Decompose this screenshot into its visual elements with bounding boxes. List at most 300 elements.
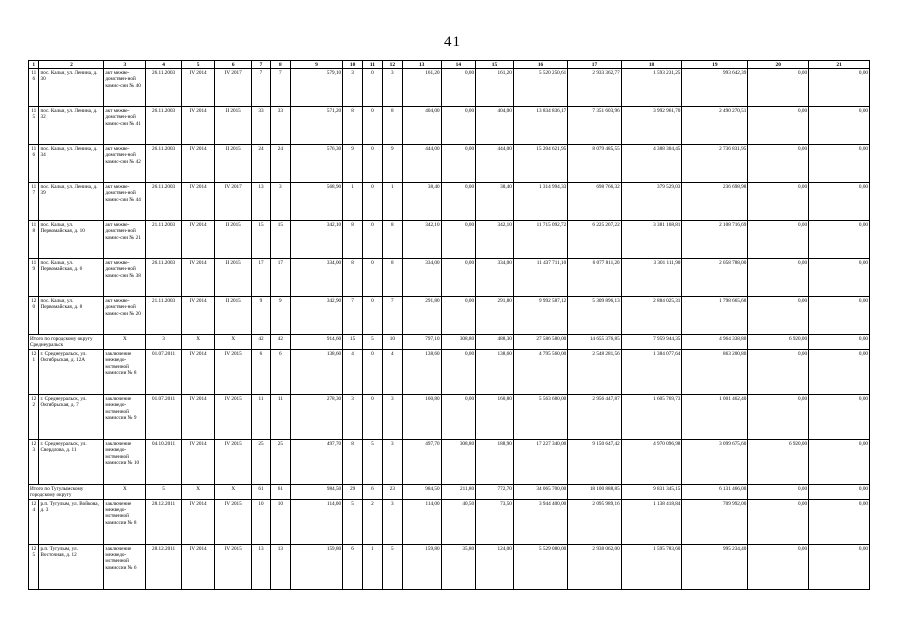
column-header: 1 [29, 61, 39, 69]
table-cell: заключение межведо-мственной комиссии № 8 [104, 350, 146, 395]
table-cell: 1 605 769,73 [621, 395, 682, 440]
table-cell: 4 964 338,80 [682, 335, 748, 350]
table-row [29, 259, 870, 297]
table-cell: 2 108 716,69 [682, 221, 748, 259]
table-cell: 488,30 [476, 335, 514, 350]
table-cell: 3 381 168,81 [621, 221, 682, 259]
table-cell: 1 384 077,64 [621, 350, 682, 395]
table-cell: 0,00 [809, 395, 870, 440]
table-cell: 698 766,32 [568, 183, 621, 221]
table-cell: 0,00 [441, 145, 476, 183]
table-cell: 0,00 [748, 545, 809, 590]
table-cell: 579,10 [290, 69, 342, 107]
table-cell: 114,00 [402, 500, 441, 545]
table-cell: 0,00 [809, 69, 870, 107]
table-cell: 125 [29, 545, 39, 590]
table-cell: 0 [363, 259, 383, 297]
table-row [29, 183, 870, 221]
table-cell: IV 2014 [181, 259, 215, 297]
table-cell: 995 234,40 [682, 545, 748, 590]
table-row [29, 440, 870, 485]
table-cell: 13 [252, 183, 271, 221]
table-cell: 0,00 [441, 221, 476, 259]
table-cell: 42 [252, 335, 271, 350]
table-row [29, 107, 870, 145]
table-cell: 9 831 345,15 [621, 485, 682, 500]
table-cell: 0,00 [809, 145, 870, 183]
table-cell: 236 698,98 [682, 183, 748, 221]
table-cell: 2 [363, 500, 383, 545]
table-cell: 138,60 [476, 350, 514, 395]
table-cell: 13 [270, 545, 290, 590]
column-header: 18 [621, 61, 682, 69]
table-cell: 13 834 836,17 [513, 107, 567, 145]
table-cell: 115 [29, 107, 39, 145]
table-cell: 0,00 [809, 335, 870, 350]
table-cell: 119 [29, 259, 39, 297]
table-cell: 0,00 [748, 350, 809, 395]
table-cell: 914,60 [290, 335, 342, 350]
table-cell: 11 [270, 395, 290, 440]
table-cell: 3 301 111,90 [621, 259, 682, 297]
table-cell: 116 [29, 145, 39, 183]
table-cell: 18 100 888,85 [568, 485, 621, 500]
summary-row [29, 485, 870, 500]
table-cell: II 2015 [215, 297, 252, 335]
table-cell: 342,10 [290, 221, 342, 259]
table-cell: 1 314 994,33 [513, 183, 567, 221]
table-cell: 33 [270, 107, 290, 145]
table-cell: 2 938 062,00 [568, 545, 621, 590]
column-header: 11 [363, 61, 383, 69]
table-cell: 3 [270, 183, 290, 221]
table-cell: IV 2017 [215, 69, 252, 107]
table-cell: 35,80 [441, 545, 476, 590]
table-cell: 4 388 304,45 [621, 145, 682, 183]
table-cell: 17 227 340,00 [513, 440, 567, 485]
table-cell: 3 [382, 69, 402, 107]
table-cell: IV 2014 [181, 350, 215, 395]
table-cell: 0 [363, 107, 383, 145]
table-cell: 0 [363, 221, 383, 259]
table-cell: 01.07.2011 [146, 350, 182, 395]
table-cell: 4 [343, 350, 363, 395]
table-cell: 342,90 [290, 297, 342, 335]
table-cell: 0,00 [748, 297, 809, 335]
column-header: 20 [748, 61, 809, 69]
table-cell: IV 2014 [181, 395, 215, 440]
table-cell: 28.12.2011 [146, 500, 182, 545]
table-cell: 8 079 485,55 [568, 145, 621, 183]
table-cell: IV 2015 [215, 350, 252, 395]
table-cell: акт межве-домствен-ной комис-сии № 44 [104, 183, 146, 221]
column-header: 7 [252, 61, 271, 69]
table-cell: 114,00 [290, 500, 342, 545]
table-cell: 0 [363, 350, 383, 395]
table-cell: 404,00 [476, 107, 514, 145]
table-cell: 2 933 362,77 [568, 69, 621, 107]
table-cell: 11 437 711,10 [513, 259, 567, 297]
table-cell: 8 [343, 107, 363, 145]
table-cell: 3 [343, 69, 363, 107]
table-cell: 0,00 [748, 107, 809, 145]
table-cell: 123 [29, 440, 39, 485]
table-cell: X [104, 485, 146, 500]
table-cell: 42 [270, 335, 290, 350]
table-cell: 984,50 [290, 485, 342, 500]
table-cell: 571,20 [290, 107, 342, 145]
table-row [29, 350, 870, 395]
table-cell: 444,00 [402, 145, 441, 183]
table-cell: IV 2015 [215, 395, 252, 440]
table-cell: 2 095 989,16 [568, 500, 621, 545]
table-cell: 278,30 [290, 395, 342, 440]
table-cell: 161,20 [476, 69, 514, 107]
table-cell: 8 [382, 221, 402, 259]
table-cell: 26.11.2003 [146, 183, 182, 221]
table-cell: 984,50 [402, 485, 441, 500]
table-cell: 14 655 376,85 [568, 335, 621, 350]
table-cell: 33 [252, 107, 271, 145]
table-cell: IV 2014 [181, 221, 215, 259]
table-row [29, 221, 870, 259]
table-cell: X [104, 335, 146, 350]
table-cell: 291,80 [476, 297, 514, 335]
column-header: 12 [382, 61, 402, 69]
table-cell: г. Среднеуральск, ул. Свердлова, д. 11 [39, 440, 104, 485]
table-cell: 5 563 680,00 [513, 395, 567, 440]
table-cell: 7 [343, 297, 363, 335]
table-cell: 3 992 961,70 [621, 107, 682, 145]
table-cell: 0 [363, 183, 383, 221]
table-cell: 0,00 [809, 350, 870, 395]
table-cell: пос. Кальи, ул. Первомайская, д. 8 [39, 297, 104, 335]
table-cell: 1 595 783,60 [621, 545, 682, 590]
table-cell: 25 [252, 440, 271, 485]
table-cell: 15 [270, 221, 290, 259]
table-cell: 38,40 [476, 183, 514, 221]
table-cell: IV 2015 [215, 440, 252, 485]
table-cell: г. Среднеуральск, ул. Октябрьская, д. 12А [39, 350, 104, 395]
table-cell: 26.11.2003 [146, 145, 182, 183]
table-cell: 11 [252, 395, 271, 440]
table-cell: 61 [252, 485, 271, 500]
table-cell: 334,00 [290, 259, 342, 297]
table-cell: 2 884 025,31 [621, 297, 682, 335]
table-cell: 4 970 096,98 [621, 440, 682, 485]
table-cell: 0,00 [748, 69, 809, 107]
column-header: 13 [402, 61, 441, 69]
table-cell: 6 920,00 [748, 335, 809, 350]
table-cell: IV 2014 [181, 183, 215, 221]
column-header: 8 [270, 61, 290, 69]
table-cell: 6 [270, 350, 290, 395]
table-cell: акт межве-домствен-ной комис-сии № 41 [104, 107, 146, 145]
table-cell: пос. Кальи, ул. Ленина, д. 39 [39, 183, 104, 221]
table-cell: 26.11.2003 [146, 259, 182, 297]
table-cell: 29 [343, 485, 363, 500]
table-cell: 6 [252, 350, 271, 395]
table-cell: 9 992 587,12 [513, 297, 567, 335]
table-cell: 9 [382, 145, 402, 183]
table-cell: 5 529 080,00 [513, 545, 567, 590]
table-cell: 7 [382, 297, 402, 335]
table-cell: 3 [343, 395, 363, 440]
table-cell: 342,10 [402, 221, 441, 259]
housing-table [28, 60, 870, 590]
table-cell: 0,00 [809, 440, 870, 485]
table-cell: акт межве-домствен-ной комис-сии № 38 [104, 259, 146, 297]
table-cell: 308,80 [441, 335, 476, 350]
table-body [29, 69, 870, 590]
table-cell: IV 2014 [181, 297, 215, 335]
table-cell: 0,00 [809, 545, 870, 590]
column-header: 10 [343, 61, 363, 69]
table-cell: 8 [343, 221, 363, 259]
table-cell: 40,50 [441, 500, 476, 545]
table-cell: 122 [29, 395, 39, 440]
table-cell: 38,40 [402, 183, 441, 221]
table-cell: 6 [363, 485, 383, 500]
table-cell: Итого по Тугулымскому городскому округу [29, 485, 104, 500]
table-cell: 5 [146, 485, 182, 500]
table-cell: 0,00 [441, 69, 476, 107]
table-cell: 26.11.2003 [146, 107, 182, 145]
table-cell: 2 956 447,87 [568, 395, 621, 440]
table-cell: X [215, 335, 252, 350]
table-cell: 9 [270, 297, 290, 335]
table-cell: 1 138 418,84 [621, 500, 682, 545]
table-cell: 0,00 [748, 259, 809, 297]
table-cell: 0,00 [748, 221, 809, 259]
table-cell: 10 [270, 500, 290, 545]
table-cell: 0,00 [748, 485, 809, 500]
table-row [29, 500, 870, 545]
table-cell: 0,00 [809, 221, 870, 259]
table-cell: 0,00 [809, 500, 870, 545]
table-cell: 138,60 [290, 350, 342, 395]
table-cell: 576,30 [290, 145, 342, 183]
table-row [29, 545, 870, 590]
table-cell: IV 2015 [215, 500, 252, 545]
table-cell: 17 [252, 259, 271, 297]
table-cell: 334,00 [402, 259, 441, 297]
table-cell: 1 001 462,40 [682, 395, 748, 440]
table-cell: IV 2014 [181, 107, 215, 145]
table-cell: 3 [146, 335, 182, 350]
column-header: 14 [441, 61, 476, 69]
table-cell: 7 [252, 69, 271, 107]
table-cell: заключение межведо-мственной комиссии № 6 [104, 545, 146, 590]
table-cell: 0,00 [809, 297, 870, 335]
table-cell: 0,00 [809, 183, 870, 221]
table-cell: акт межве-домствен-ной комис-сии № 20 [104, 297, 146, 335]
table-cell: 0,00 [748, 183, 809, 221]
table-cell: 4 795 560,00 [513, 350, 567, 395]
column-header: 9 [290, 61, 342, 69]
table-cell: 0,00 [809, 107, 870, 145]
table-cell: 0,00 [441, 395, 476, 440]
table-cell: 161,20 [402, 69, 441, 107]
table-cell: 5 [363, 335, 383, 350]
table-cell: II 2015 [215, 259, 252, 297]
table-cell: Итого по городскому округу Среднеуральск [29, 335, 104, 350]
table-cell: 1 798 665,68 [682, 297, 748, 335]
table-cell: 1 [343, 183, 363, 221]
table-cell: 8 [343, 440, 363, 485]
table-cell: акт межве-домствен-ной комис-сии № 40 [104, 69, 146, 107]
table-cell: 28.12.2011 [146, 545, 182, 590]
table-cell: 404,00 [402, 107, 441, 145]
table-cell: 7 [270, 69, 290, 107]
table-cell: 0,00 [809, 259, 870, 297]
table-cell: 1 593 231,25 [621, 69, 682, 107]
table-cell: 0,00 [748, 500, 809, 545]
table-cell: 118 [29, 221, 39, 259]
column-header: 4 [146, 61, 182, 69]
table-cell: 159,80 [402, 545, 441, 590]
table-cell: 2 736 831,95 [682, 145, 748, 183]
table-cell: пос. Кальи, ул. Ленина, д. 34 [39, 145, 104, 183]
table-cell: 10 [382, 335, 402, 350]
table-cell: заключение межведо-мственной комиссии № 10 [104, 440, 146, 485]
table-cell: акт межве-домствен-ной комис-сии № 21 [104, 221, 146, 259]
table-cell: 0,00 [441, 183, 476, 221]
table-cell: 5 [363, 440, 383, 485]
table-cell: пос. Кальи, ул. Первомайская, д. 6 [39, 259, 104, 297]
column-header: 15 [476, 61, 514, 69]
table-cell: IV 2014 [181, 545, 215, 590]
table-cell: 5 [343, 500, 363, 545]
table-cell: 138,60 [402, 350, 441, 395]
table-cell: 6 077 811,20 [568, 259, 621, 297]
column-header: 2 [39, 61, 104, 69]
table-cell: 863 200,80 [682, 350, 748, 395]
table-cell: 2 548 281,56 [568, 350, 621, 395]
table-cell: 124,00 [476, 545, 514, 590]
table-cell: 9 [343, 145, 363, 183]
table-cell: 25 [270, 440, 290, 485]
table-cell: 160,80 [476, 395, 514, 440]
column-header: 5 [181, 61, 215, 69]
table-cell: 6 131 466,00 [682, 485, 748, 500]
column-header: 6 [215, 61, 252, 69]
table-cell: 9 150 647,42 [568, 440, 621, 485]
page-number: 41 [444, 34, 461, 50]
table-cell: 0,00 [441, 297, 476, 335]
table-cell: II 2015 [215, 145, 252, 183]
column-header: 3 [104, 61, 146, 69]
table-cell: 21.11.2003 [146, 297, 182, 335]
table-cell: 8 [382, 107, 402, 145]
table-cell: 2 058 788,00 [682, 259, 748, 297]
table-cell: 117 [29, 183, 39, 221]
table-cell: акт межве-домствен-ной комис-сии № 42 [104, 145, 146, 183]
table-cell: 121 [29, 350, 39, 395]
table-cell: 0,00 [441, 107, 476, 145]
table-cell: 3 [382, 395, 402, 440]
table-cell: 0 [363, 145, 383, 183]
column-header: 21 [809, 61, 870, 69]
table-row [29, 69, 870, 107]
table-cell: 0,00 [748, 145, 809, 183]
table-cell: заключение межведо-мственной комиссии № 8 [104, 500, 146, 545]
table-cell: II 2015 [215, 107, 252, 145]
table-cell: 5 520 250,61 [513, 69, 567, 107]
table-cell: X [215, 485, 252, 500]
table-cell: IV 2014 [181, 440, 215, 485]
table-cell: 1 [382, 183, 402, 221]
table-cell: 0 [363, 69, 383, 107]
table-cell: 0,00 [441, 350, 476, 395]
table-cell: 3 [382, 440, 402, 485]
table-cell: 01.07.2011 [146, 395, 182, 440]
table-cell: р.п. Тугулым, ул. Восточная, д. 12 [39, 545, 104, 590]
table-cell: 24 [252, 145, 271, 183]
table-cell: 15 204 621,95 [513, 145, 567, 183]
table-cell: 17 [270, 259, 290, 297]
table-cell: IV 2014 [181, 145, 215, 183]
table-cell: 27 586 580,00 [513, 335, 567, 350]
table-cell: 9 [252, 297, 271, 335]
table-cell: 0,00 [809, 485, 870, 500]
table-cell: г. Среднеуральск, ул. Октябрьская, д. 7 [39, 395, 104, 440]
table-cell: пос. Кальи, ул. Ленина, д. 32 [39, 107, 104, 145]
table-cell: 124 [29, 500, 39, 545]
table-cell: 26.11.2003 [146, 69, 182, 107]
table-cell: 6 225 207,22 [568, 221, 621, 259]
table-cell: 5 309 896,13 [568, 297, 621, 335]
table-row [29, 145, 870, 183]
table-cell: II 2015 [215, 221, 252, 259]
table-row [29, 297, 870, 335]
table-cell: 24 [270, 145, 290, 183]
table-cell: X [181, 485, 215, 500]
table-cell: 3 [382, 500, 402, 545]
table-cell: 797,10 [402, 335, 441, 350]
table-cell: 120 [29, 297, 39, 335]
table-cell: 13 [252, 545, 271, 590]
summary-row [29, 335, 870, 350]
table-cell: р.п. Тугулым, ул. Войкова, д. 3 [39, 500, 104, 545]
table-cell: 7 351 603,96 [568, 107, 621, 145]
table-cell: 993 642,39 [682, 69, 748, 107]
column-header: 16 [513, 61, 567, 69]
table-cell: 0 [363, 297, 383, 335]
table-cell: X [181, 335, 215, 350]
table-cell: 116 [29, 69, 39, 107]
table-cell: 4 [382, 350, 402, 395]
table-cell: 8 [382, 259, 402, 297]
table-header-row [29, 61, 870, 69]
table-cell: 11 715 092,72 [513, 221, 567, 259]
table-cell: 7 959 944,35 [621, 335, 682, 350]
table-cell: 15 [343, 335, 363, 350]
table-cell: 497,70 [290, 440, 342, 485]
table-cell: 61 [270, 485, 290, 500]
table-cell: 0,00 [441, 259, 476, 297]
table-cell: 291,80 [402, 297, 441, 335]
table-cell: 497,70 [402, 440, 441, 485]
table-cell: 2 490 270,51 [682, 107, 748, 145]
table-cell: 6 920,00 [748, 440, 809, 485]
table-cell: 5 [382, 545, 402, 590]
table-cell: 6 [343, 545, 363, 590]
table-cell: 0 [363, 395, 383, 440]
table-cell: 0,00 [748, 395, 809, 440]
table-cell: 709 992,00 [682, 500, 748, 545]
table-cell: 568,90 [290, 183, 342, 221]
